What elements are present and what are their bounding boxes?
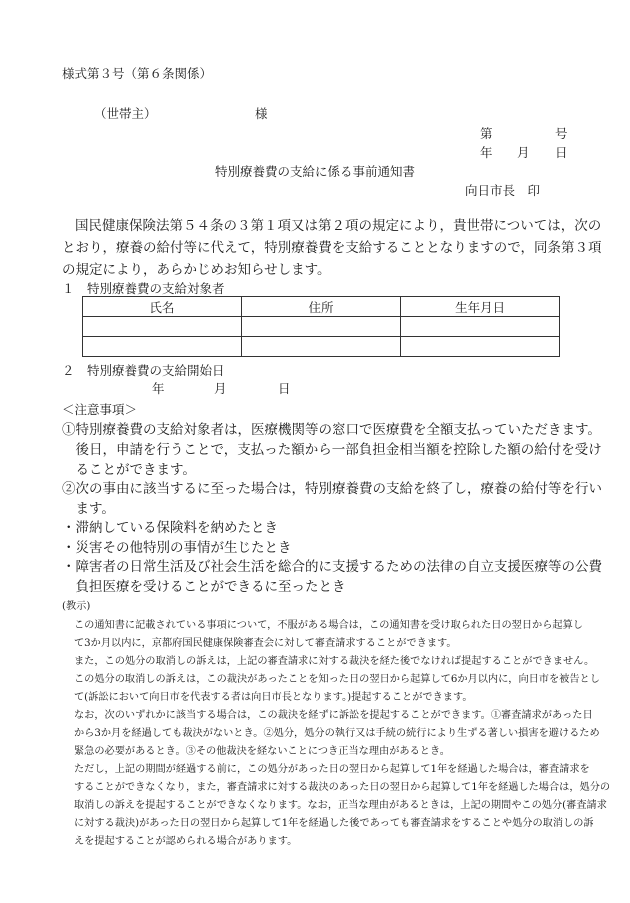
kyoji-heading: (教示) xyxy=(62,601,91,612)
doc-number-suffix: 号 xyxy=(555,126,568,141)
column-header-name: 氏名 xyxy=(83,297,242,317)
kyoji-line: することができなくなり，また，審査請求に対する裁決のあった日の翌日から起算して1年を経過した場合は，処分の xyxy=(74,782,611,793)
addressee-prefix: （世帯主） xyxy=(94,106,157,121)
kyoji-line: 取消しの訴えを提起することができなくなります。なお，正当な理由があるときは，上記の期間やこの処分(審査請求 xyxy=(74,800,607,811)
kyoji-line: に対する裁決)があった日の翌日から起算して1年を経過した後であっても審査請求をすることや処分の取消しの訴 xyxy=(74,818,594,829)
kyoji-line: えを提起することが認められる場合があります。 xyxy=(74,836,298,847)
start-date-day: 日 xyxy=(278,381,291,396)
kyoji-line: この処分の取消しの訴えは，この裁決があったことを知った日の翌日から起算して6か月以内に，向日市を被告とし xyxy=(74,674,600,685)
kyoji-line: なお，次のいずれかに該当する場合は，この裁決を経ずに訴訟を提起することができます。①審査請求があった日 xyxy=(74,710,593,721)
document-title: 特別療養費の支給に係る事前通知書 xyxy=(215,164,416,179)
kyoji-line: また，この処分の取消しの訴えは，上記の審査請求に対する裁決を経た後でなければ提起することができません。 xyxy=(74,656,595,667)
doc-date-day: 日 xyxy=(555,145,568,160)
notes-line: ・障害者の日常生活及び社会生活を総合的に支援するための法律の自立支援医療等の公費 xyxy=(62,559,602,575)
doc-number-prefix: 第 xyxy=(480,126,493,141)
column-header-birthdate: 生年月日 xyxy=(401,297,560,317)
issuer: 向日市長 印 xyxy=(465,183,541,198)
notes-line: ・滞納している保険料を納めたとき xyxy=(62,520,278,536)
column-header-address: 住所 xyxy=(241,297,401,317)
start-date-month: 月 xyxy=(214,381,227,396)
kyoji-line: て(訴訟において向日市を代表する者は向日市長となります。)提起することができます。 xyxy=(74,692,473,703)
table-cell xyxy=(241,317,401,337)
table-cell xyxy=(401,337,560,357)
intro-line-1: 国民健康保険法第５４条の３第１項又は第２項の規定により，貴世帯については，次の xyxy=(75,218,602,234)
kyoji-line: 緊急の必要があるとき。③その他裁決を経ないことにつき正当な理由があるとき。 xyxy=(74,746,450,757)
target-person-table xyxy=(82,296,560,357)
start-date-year: 年 xyxy=(152,381,165,396)
notes-line: ます。 xyxy=(62,501,115,517)
table-cell xyxy=(241,337,401,357)
intro-line-3: の規定により，あらかじめお知らせします。 xyxy=(62,262,331,278)
kyoji-line: ただし，上記の期間が経過する前に，この処分があった日の翌日から起算して1年を経過した場合は，審査請求を xyxy=(74,764,590,775)
table-cell xyxy=(83,317,242,337)
notes-heading: ＜注意事項＞ xyxy=(62,402,138,417)
table-header-row xyxy=(83,297,560,317)
notes-line: 後日，申請を行うことで，支払った額から一部負担金相当額を控除した額の給付を受け xyxy=(62,442,602,458)
kyoji-line: この通知書に記載されている事項について，不服がある場合は，この通知書を受け取られた日の翌日から起算し xyxy=(74,620,583,631)
table-row xyxy=(83,337,560,357)
kyoji-line: て3か月以内に，京都府国民健康保険審査会に対して審査請求することができます。 xyxy=(74,638,457,649)
section1-heading: １ 特別療養費の支給対象者 xyxy=(62,281,225,296)
doc-date-month: 月 xyxy=(517,145,530,160)
notes-line: ②次の事由に該当するに至った場合は，特別療養費の支給を終了し，療養の給付等を行い xyxy=(62,481,602,497)
intro-line-2: とおり，療養の給付等に代えて，特別療養費を支給することとなりますので，同条第３項 xyxy=(62,240,602,256)
kyoji-line: から3か月を経過しても裁決がないとき。②処分，処分の執行又は手続の続行により生ずる著しい損害を避けるため xyxy=(74,728,600,739)
addressee-suffix: 様 xyxy=(255,106,268,121)
notes-line: ・災害その他特別の事情が生じたとき xyxy=(62,540,292,556)
notes-line: ることができます。 xyxy=(62,462,196,478)
table-cell xyxy=(83,337,242,357)
section2-heading: ２ 特別療養費の支給開始日 xyxy=(62,363,225,378)
notes-line: 負担医療を受けることができるに至ったとき xyxy=(62,579,346,595)
table-cell xyxy=(401,317,560,337)
table-row xyxy=(83,317,560,337)
doc-date-year: 年 xyxy=(480,145,493,160)
form-number: 様式第３号（第６条関係） xyxy=(62,66,213,81)
notes-line: ①特別療養費の支給対象者は，医療機関等の窓口で医療費を全額支払っていただきます。 xyxy=(62,422,601,438)
